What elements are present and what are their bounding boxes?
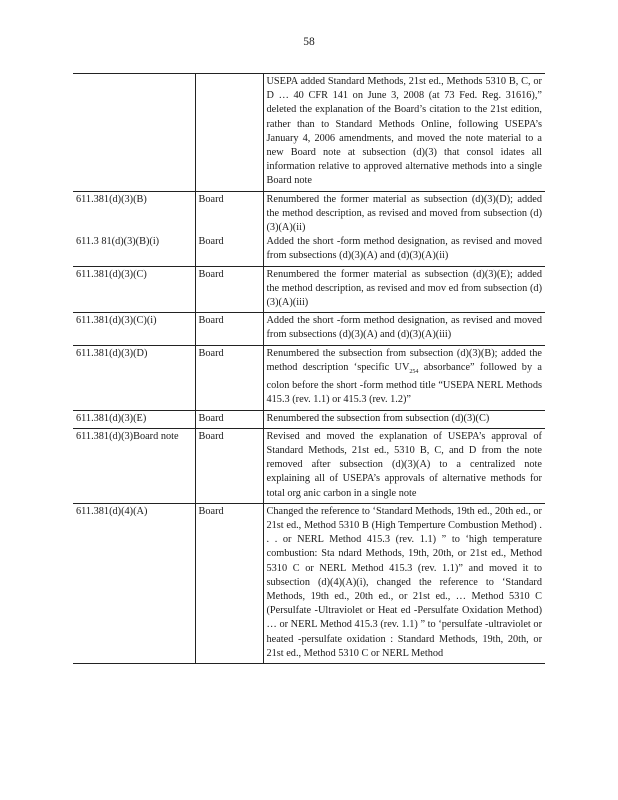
source-cell: Board bbox=[195, 428, 263, 503]
page-number: 58 bbox=[303, 36, 315, 48]
table-row bbox=[73, 74, 545, 192]
table-row bbox=[73, 266, 545, 313]
section-text: 611.3 81(d)(3)(B)(i) bbox=[76, 235, 160, 247]
source-cell bbox=[195, 74, 263, 192]
table-row bbox=[73, 428, 545, 503]
source-text: Board bbox=[198, 235, 224, 247]
action-cell: Revised and moved the explanation of USEPA’s approval of Standard Methods, 21st ed., 5310 B, C, and D from the note removed after subsection (d)(3)(A) to a centralized note explaining all of USEPA’s approvals of alternative methods for total org anic carbon in a single note bbox=[263, 428, 545, 503]
action-cell: Changed the reference to ‘Standard Methods, 19th ed., 20th ed., or 21st ed., Method 5310 B (High Temperture Combustion Method) . . . or NERL Method 415.3 (rev. 1.1) ” to ‘high temperature combustion: Sta ndard Methods, 19th, 20th, or 21st ed., Method 5310 C or NERL Method 415.3 (rev. 1.1)” and moved it to subsection (d)(4)(A)(i), changed the reference to ‘Standard Methods, 19th ed., 20th ed., or 21st ed., … Method 5310 C (Persulfate -Ultraviolet or Heat ed -Persulfate Oxidation Method) … or NERL Method 415.3 (rev. 1.1) ” to ‘persulfate -ultraviolet or heated -persulfate oxidation : Standard Methods, 19th, 20th, or 21st ed., Method 5310 C or NERL Method bbox=[263, 503, 545, 663]
table-row bbox=[73, 410, 545, 428]
source-cell: Board bbox=[195, 410, 263, 428]
action-cell: Renumbered the former material as subsection (d)(3)(E); added the method description, as revised and mov ed from subsection (d)(3)(A)(iii) bbox=[263, 266, 545, 313]
action-text: absorbance” followed by a colon before the short -form method title “USEPA NERL Methods 415.3 (rev. 1.1) or 415.3 (rev. 1.2)” bbox=[266, 361, 542, 406]
action-cell bbox=[263, 191, 545, 266]
amendments-table bbox=[73, 73, 545, 664]
action-text: Added the short -form method designation, as revised and moved from subsections (d)(3)(A) and (d)(3)(A)(ii) bbox=[266, 236, 542, 262]
section-cell bbox=[73, 74, 195, 192]
source-cell: Board bbox=[195, 313, 263, 345]
section-cell bbox=[73, 191, 195, 266]
section-cell: 611.381(d)(3)(D) bbox=[73, 345, 195, 410]
section-text: 611.381(d)(3)(B) bbox=[76, 193, 147, 205]
action-cell: USEPA added Standard Methods, 21st ed., Methods 5310 B, C, or D … 40 CFR 141 on June 3, 2008 (at 73 Fed. Reg. 31616),” deleted the explanation of the Board’s citation to the 21st edition, rather than to Standard Methods Online, following USEPA’s January 4, 2006 amendments, and moved the note material to a new Board note at subsection (d)(3) that consol idates all information relative to approved alternative methods into a single Board note bbox=[263, 74, 545, 192]
table-row bbox=[73, 503, 545, 663]
action-cell bbox=[263, 345, 545, 410]
source-cell: Board bbox=[195, 345, 263, 410]
action-text: Renumbered the subsection from subsection (d)(3)(B); added the method description ‘specific UV bbox=[266, 347, 542, 373]
table-row bbox=[73, 191, 545, 266]
section-cell: 611.381(d)(3)(E) bbox=[73, 410, 195, 428]
action-cell: Renumbered the subsection from subsection (d)(3)(C) bbox=[263, 410, 545, 428]
source-text: Board bbox=[198, 193, 224, 205]
section-cell: 611.381(d)(3)(C)(i) bbox=[73, 313, 195, 345]
uv-subscript: 254 bbox=[409, 368, 419, 375]
action-cell: Added the short -form method designation, as revised and moved from subsections (d)(3)(A) and (d)(3)(A)(iii) bbox=[263, 313, 545, 345]
source-cell: Board bbox=[195, 503, 263, 663]
action-text: Renumbered the former material as subsection (d)(3)(D); added the method description, as revised and moved from subsection (d)(3)(A)(ii) bbox=[266, 193, 542, 234]
source-cell: Board bbox=[195, 266, 263, 313]
source-cell bbox=[195, 191, 263, 266]
section-cell: 611.381(d)(3)(C) bbox=[73, 266, 195, 313]
section-cell: 611.381(d)(4)(A) bbox=[73, 503, 195, 663]
table-row bbox=[73, 313, 545, 345]
table-row bbox=[73, 345, 545, 410]
section-cell: 611.381(d)(3)Board note bbox=[73, 428, 195, 503]
